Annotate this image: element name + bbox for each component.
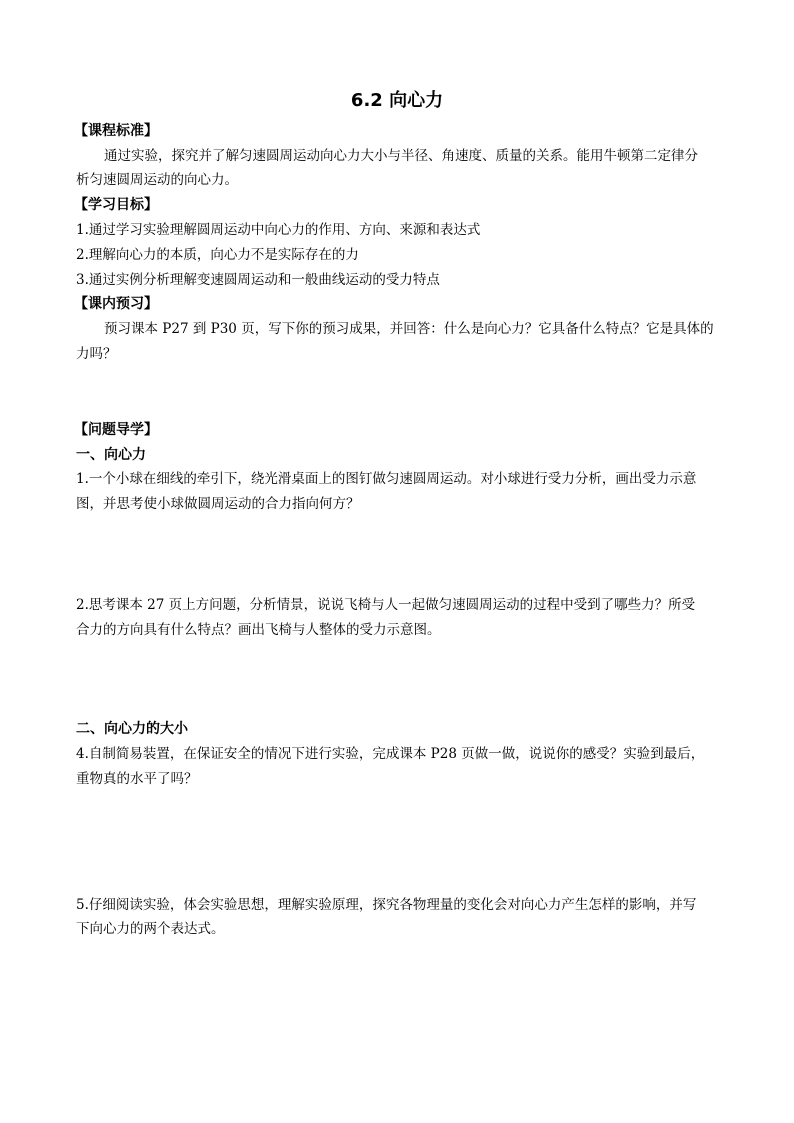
- course-standard-line-2: 析匀速圆周运动的向心力。: [76, 172, 238, 188]
- preview-heading: 【课内预习】: [74, 296, 158, 312]
- preview-line-2: 力吗？: [76, 346, 117, 362]
- section-2-title: 二、向心力的大小: [76, 721, 188, 737]
- question-4-line-2: 重物真的水平了吗？: [76, 771, 198, 787]
- learning-goal-1: 1.通过学习实验理解圆周运动中向心力的作用、方向、来源和表达式: [76, 222, 481, 238]
- section-1-title: 一、向心力: [76, 447, 146, 463]
- course-standard-heading: 【课程标准】: [74, 123, 158, 139]
- preview-line-1: 预习课本 P27 到 P30 页，写下你的预习成果，并回答：什么是向心力？它具备什么特点？它是具体的: [104, 321, 714, 337]
- course-standard-line-1: 通过实验，探究并了解匀速圆周运动向心力大小与半径、角速度、质量的关系。能用牛顿第二定律分: [104, 148, 698, 164]
- question-1-line-2: 图，并思考使小球做圆周运动的合力指向何方？: [76, 496, 360, 512]
- question-1-line-1: 1.一个小球在细线的牵引下，绕光滑桌面上的图钉做匀速圆周运动。对小球进行受力分析，画出受力示意: [76, 471, 697, 487]
- learning-goal-2: 2.理解向心力的本质，向心力不是实际存在的力: [76, 247, 359, 263]
- question-2-line-1: 2.思考课本 27 页上方问题，分析情景，说说飞椅与人一起做匀速圆周运动的过程中受到了哪些力？所受: [76, 597, 696, 613]
- question-5-line-2: 下向心力的两个表达式。: [76, 921, 225, 937]
- learning-goals-heading: 【学习目标】: [74, 197, 158, 213]
- learning-goal-3: 3.通过实例分析理解变速圆周运动和一般曲线运动的受力特点: [76, 272, 440, 288]
- question-2-line-2: 合力的方向具有什么特点？画出飞椅与人整体的受力示意图。: [76, 622, 441, 638]
- question-4-line-1: 4.自制简易装置，在保证安全的情况下进行实验，完成课本 P28 页做一做，说说你的感受？实验到最后，: [76, 746, 705, 762]
- guided-heading: 【问题导学】: [74, 422, 158, 438]
- question-5-line-1: 5.仔细阅读实验，体会实验思想，理解实验原理，探究各物理量的变化会对向心力产生怎样的影响，并写: [76, 897, 697, 913]
- page-title: 6.2 向心力: [350, 90, 444, 111]
